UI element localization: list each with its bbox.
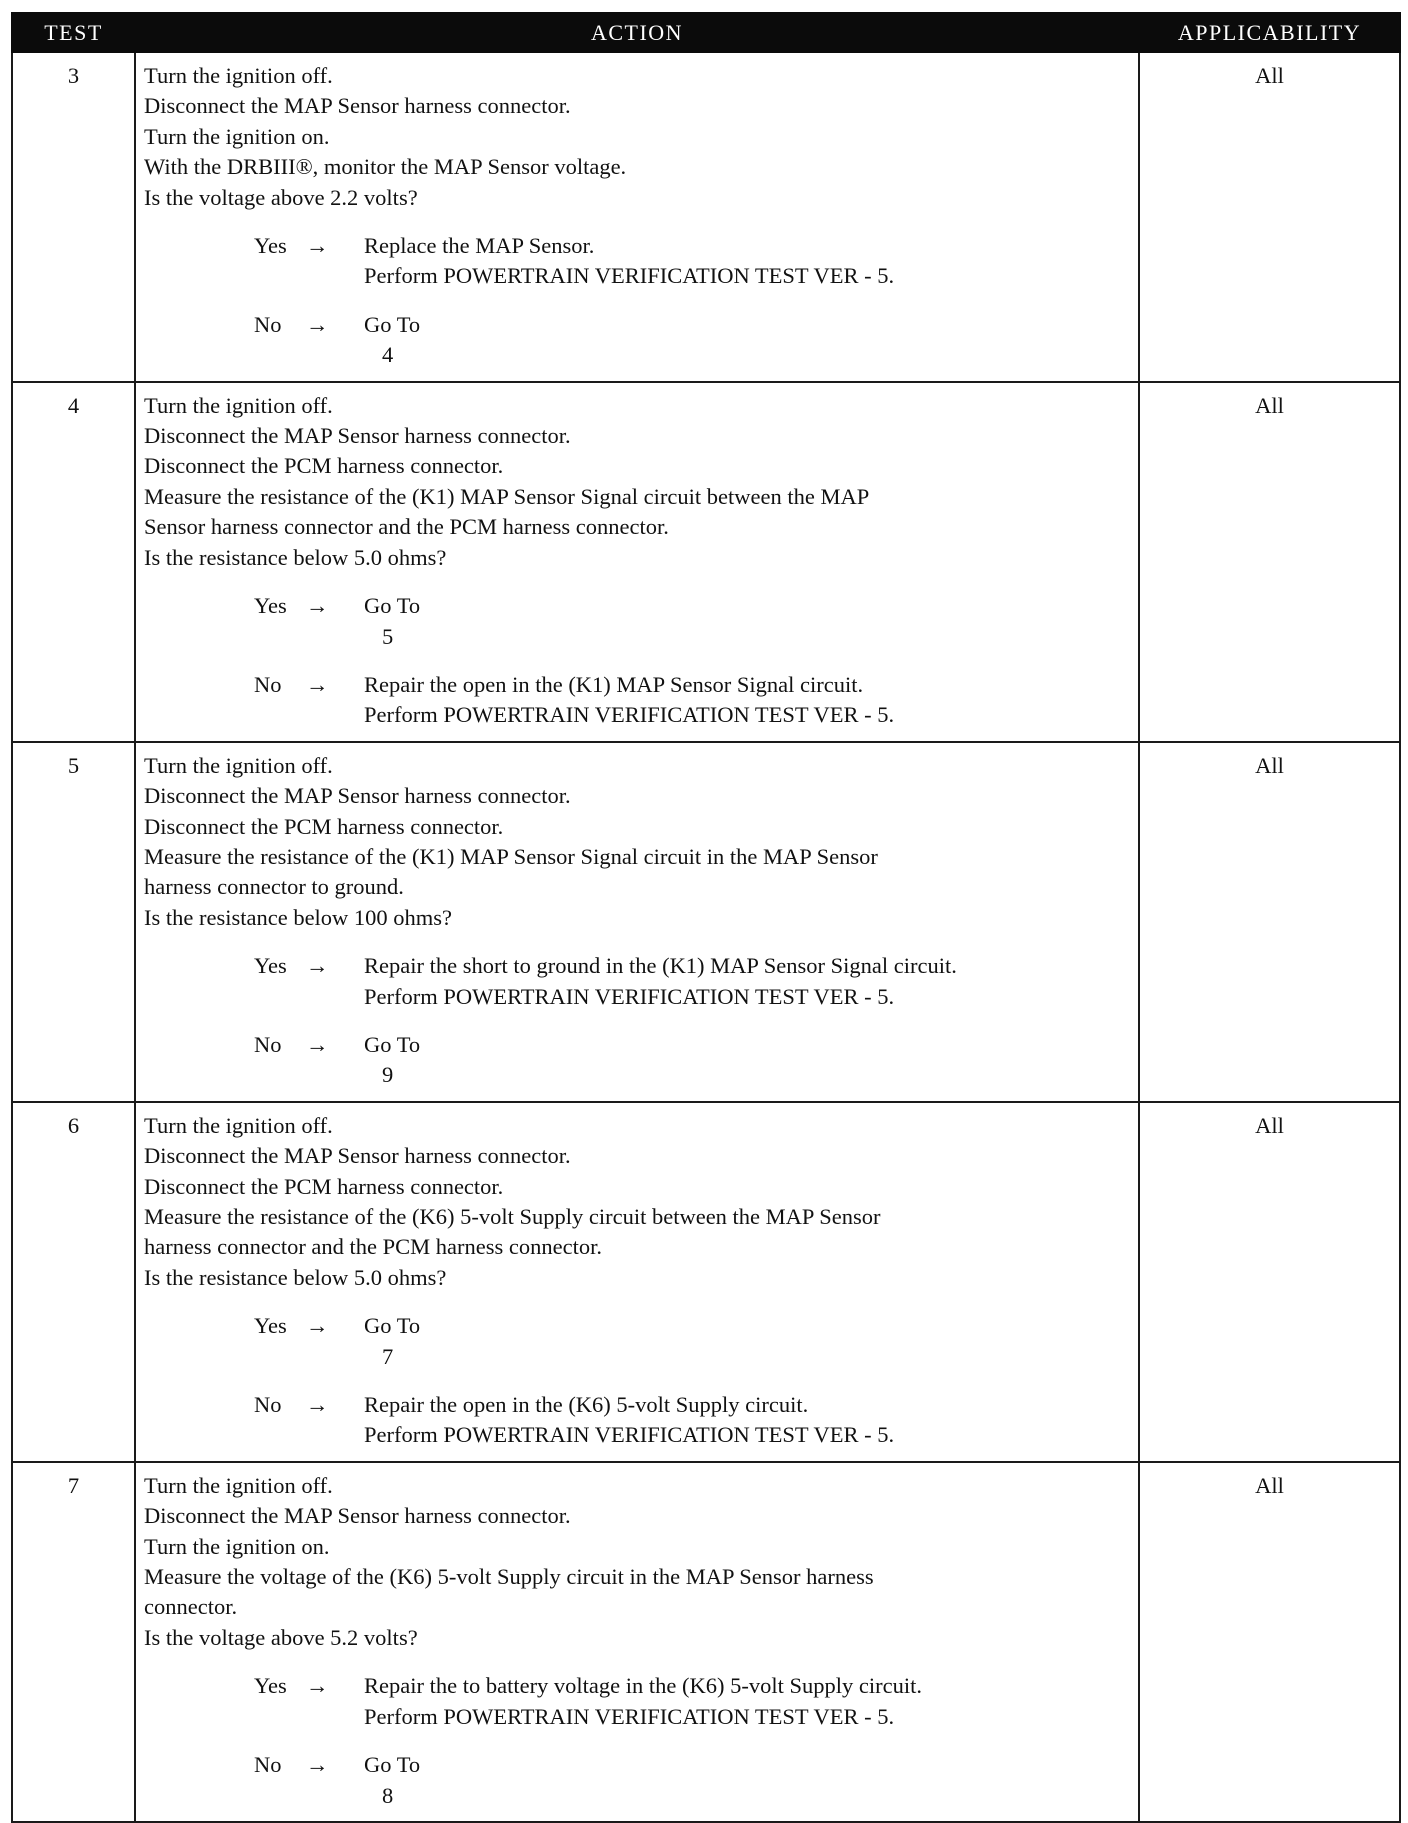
applicability-cell: All <box>1139 1102 1400 1462</box>
branch-no-result <box>364 1030 1130 1091</box>
branch-result-line: Repair the to battery voltage in the (K6) 5-volt Supply circuit. <box>364 1673 922 1699</box>
table-row <box>12 742 1400 1102</box>
branch-yes-label: Yes <box>254 1673 287 1699</box>
branch-result-line: Perform POWERTRAIN VERIFICATION TEST VER - 5. <box>364 702 895 728</box>
arrow-right-icon: → <box>306 671 329 697</box>
branch-yes-result <box>364 951 1130 1012</box>
branch-yes-label: Yes <box>254 593 287 619</box>
action-step: Disconnect the MAP Sensor harness connector. <box>144 423 571 449</box>
branch-yes-label: Yes <box>254 953 287 979</box>
action-step: Is the voltage above 5.2 volts? <box>144 1624 418 1650</box>
goto-test-number: 9 <box>382 1062 394 1088</box>
branch-no-result <box>364 1750 1130 1811</box>
branch-result-line: Perform POWERTRAIN VERIFICATION TEST VER - 5. <box>364 1422 895 1448</box>
test-number-cell: 7 <box>12 1462 135 1822</box>
branch-result-line: Replace the MAP Sensor. <box>364 233 595 259</box>
branch-no-label: No <box>254 1752 282 1778</box>
branch-no <box>254 1750 1130 1811</box>
action-step: harness connector and the PCM harness connector. <box>144 1234 602 1260</box>
branch-no-result <box>364 310 1130 371</box>
branch-result-line: Repair the open in the (K1) MAP Sensor Signal circuit. <box>364 671 864 697</box>
test-number-cell: 5 <box>12 742 135 1102</box>
branch-no <box>254 1030 1130 1091</box>
branch-yes-label: Yes <box>254 233 287 259</box>
action-step: Turn the ignition off. <box>144 752 333 778</box>
action-step: Disconnect the PCM harness connector. <box>144 813 504 839</box>
arrow-right-icon: → <box>306 1673 329 1699</box>
branch-yes-result <box>364 591 1130 652</box>
applicability-cell: All <box>1139 1462 1400 1822</box>
action-step: Is the resistance below 100 ohms? <box>144 904 453 930</box>
table-row <box>12 1102 1400 1462</box>
branch-result-line: Repair the open in the (K6) 5-volt Supply circuit. <box>364 1392 809 1418</box>
goto-label: Go To <box>364 1752 421 1778</box>
action-cell <box>135 382 1139 742</box>
goto-test-number: 8 <box>382 1782 394 1808</box>
arrow-right-icon: → <box>306 233 329 259</box>
action-step: With the DRBIII®, monitor the MAP Sensor voltage. <box>144 154 627 180</box>
branch-no-result <box>364 670 1130 731</box>
goto-label: Go To <box>364 1313 421 1339</box>
action-cell <box>135 742 1139 1102</box>
arrow-right-icon: → <box>306 1752 329 1778</box>
action-step: Measure the resistance of the (K6) 5-volt Supply circuit between the MAP Sensor <box>144 1204 881 1229</box>
table-row <box>12 52 1400 382</box>
branch-yes-label: Yes <box>254 1313 287 1339</box>
action-step: Measure the resistance of the (K1) MAP Sensor Signal circuit between the MAP <box>144 483 870 509</box>
action-step: Turn the ignition off. <box>144 1112 333 1138</box>
arrow-right-icon: → <box>306 953 329 979</box>
arrow-right-icon: → <box>306 1392 329 1418</box>
applicability-cell: All <box>1139 52 1400 382</box>
action-cell <box>135 1102 1139 1462</box>
arrow-right-icon: → <box>306 593 329 619</box>
goto-label: Go To <box>364 1031 421 1057</box>
arrow-right-icon: → <box>306 311 329 337</box>
applicability-cell: All <box>1139 742 1400 1102</box>
branch-yes <box>254 1671 1130 1732</box>
branch-result-line: Perform POWERTRAIN VERIFICATION TEST VER - 5. <box>364 263 895 289</box>
branch-yes-result <box>364 1671 1130 1732</box>
action-step: Measure the voltage of the (K6) 5-volt Supply circuit in the MAP Sensor harness <box>144 1564 874 1590</box>
action-step: Is the voltage above 2.2 volts? <box>144 184 418 210</box>
table-header-row <box>12 13 1400 52</box>
branch-yes <box>254 591 1130 652</box>
action-step: Measure the resistance of the (K1) MAP Sensor Signal circuit in the MAP Sensor <box>144 843 878 869</box>
action-step: Disconnect the MAP Sensor harness connector. <box>144 93 571 119</box>
action-cell <box>135 1462 1139 1822</box>
goto-instruction <box>364 591 1130 652</box>
action-step: Turn the ignition on. <box>144 123 330 149</box>
branch-yes <box>254 951 1130 1012</box>
goto-label: Go To <box>364 593 421 619</box>
column-header-applicability: APPLICABILITY <box>1139 13 1400 52</box>
action-step: Turn the ignition on. <box>144 1533 330 1559</box>
goto-instruction <box>364 310 1130 371</box>
branch-yes-result <box>364 231 1130 292</box>
column-header-test: TEST <box>12 13 135 52</box>
action-step: Is the resistance below 5.0 ohms? <box>144 544 447 570</box>
action-step: Disconnect the PCM harness connector. <box>144 1173 504 1199</box>
test-number-cell: 4 <box>12 382 135 742</box>
branch-result-line: Repair the short to ground in the (K1) MAP Sensor Signal circuit. <box>364 953 957 979</box>
action-step: Is the resistance below 5.0 ohms? <box>144 1264 447 1290</box>
action-step: Turn the ignition off. <box>144 1472 333 1498</box>
action-step: Disconnect the MAP Sensor harness connector. <box>144 783 571 809</box>
action-step: Disconnect the MAP Sensor harness connector. <box>144 1143 571 1169</box>
goto-test-number: 7 <box>382 1343 394 1369</box>
goto-instruction <box>364 1750 1130 1811</box>
branch-no-label: No <box>254 311 282 337</box>
branch-yes <box>254 1311 1130 1372</box>
action-step: Turn the ignition off. <box>144 63 333 88</box>
arrow-right-icon: → <box>306 1313 329 1339</box>
branch-no-label: No <box>254 1031 282 1057</box>
goto-test-number: 5 <box>382 623 394 649</box>
action-step: Sensor harness connector and the PCM harness connector. <box>144 514 669 540</box>
branch-yes <box>254 231 1130 292</box>
branch-no <box>254 310 1130 371</box>
goto-test-number: 4 <box>382 342 394 368</box>
test-number-cell: 3 <box>12 52 135 382</box>
branch-result-line: Perform POWERTRAIN VERIFICATION TEST VER - 5. <box>364 1703 895 1729</box>
action-cell <box>135 52 1139 382</box>
action-step: connector. <box>144 1594 238 1620</box>
branch-yes-result <box>364 1311 1130 1372</box>
diagnostic-test-table <box>11 12 1401 1823</box>
test-number-cell: 6 <box>12 1102 135 1462</box>
branch-no-result <box>364 1390 1130 1451</box>
branch-no <box>254 670 1130 731</box>
column-header-action: ACTION <box>135 13 1139 52</box>
branch-no <box>254 1390 1130 1451</box>
arrow-right-icon: → <box>306 1031 329 1057</box>
branch-no-label: No <box>254 671 282 697</box>
table-body <box>12 52 1400 1822</box>
action-step: Disconnect the PCM harness connector. <box>144 453 504 479</box>
action-step: harness connector to ground. <box>144 874 404 900</box>
branch-no-label: No <box>254 1392 282 1418</box>
goto-instruction <box>364 1030 1130 1091</box>
branch-result-line: Perform POWERTRAIN VERIFICATION TEST VER - 5. <box>364 983 895 1009</box>
action-step: Turn the ignition off. <box>144 392 333 418</box>
table-row <box>12 1462 1400 1822</box>
action-step: Disconnect the MAP Sensor harness connector. <box>144 1503 571 1529</box>
goto-instruction <box>364 1311 1130 1372</box>
goto-label: Go To <box>364 311 421 337</box>
applicability-cell: All <box>1139 382 1400 742</box>
table-row <box>12 382 1400 742</box>
